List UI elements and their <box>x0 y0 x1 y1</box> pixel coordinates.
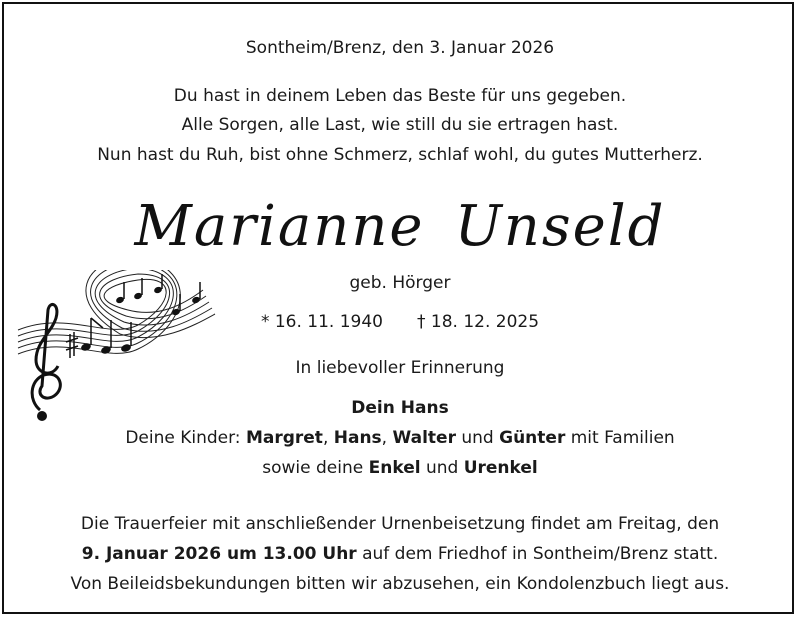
death-date: † 18. 12. 2025 <box>417 312 540 332</box>
husband: Dein Hans <box>351 398 449 418</box>
maiden-name: geb. Hörger <box>349 273 451 293</box>
children-line: Deine Kinder: Margret, Hans, Walter und Günter mit Familien <box>125 428 675 448</box>
music-staff-icon <box>8 270 238 440</box>
deceased-name <box>0 195 800 259</box>
funeral-line-2: 9. Januar 2026 um 13.00 Uhr auf dem Friedhof in Sontheim/Brenz statt. <box>81 544 719 564</box>
first-name: Marianne <box>134 194 425 259</box>
last-name: Unseld <box>454 194 666 259</box>
remembrance: In liebevoller Erinnerung <box>295 358 505 378</box>
poem-line-1: Du hast in deinem Leben das Beste für uns gegeben. <box>173 86 627 106</box>
funeral-line-1: Die Trauerfeier mit anschließender Urnenbeisetzung findet am Freitag, den <box>80 514 720 534</box>
place-date: Sontheim/Brenz, den 3. Januar 2026 <box>245 38 555 58</box>
funeral-line-3: Von Beileidsbekundungen bitten wir abzusehen, ein Kondolenzbuch liegt aus. <box>70 574 730 594</box>
poem-line-3: Nun hast du Ruh, bist ohne Schmerz, schlaf wohl, du gutes Mutterherz. <box>97 145 703 165</box>
poem-line-2: Alle Sorgen, alle Last, wie still du sie ertragen hast. <box>181 115 619 135</box>
birth-date: * 16. 11. 1940 <box>260 312 383 332</box>
grandchildren-line: sowie deine Enkel und Urenkel <box>262 458 538 478</box>
